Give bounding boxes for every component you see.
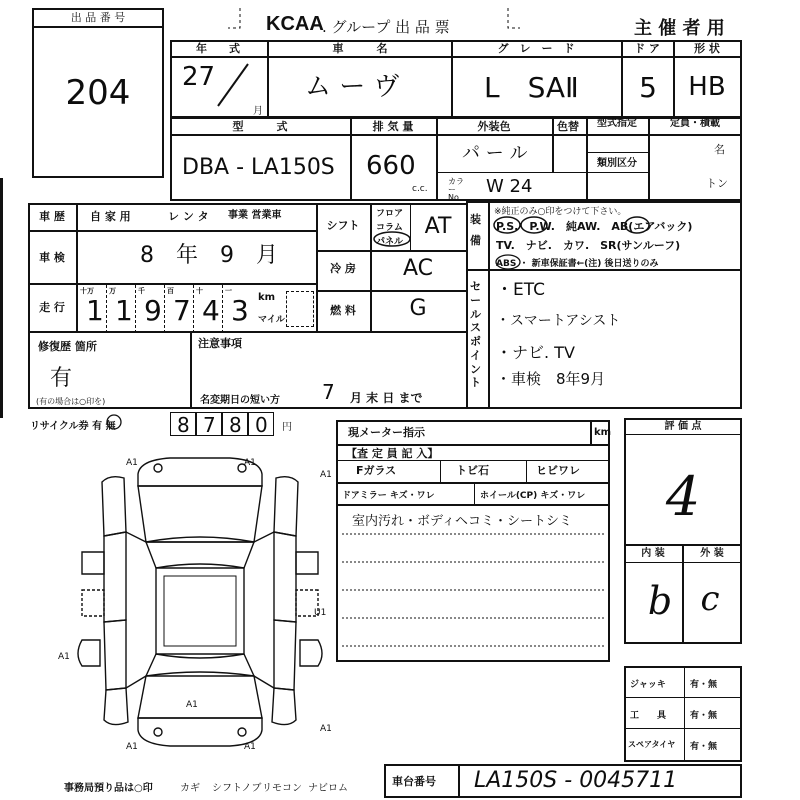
damage-mark-rear-left: A1: [126, 742, 138, 752]
recycle-digit: 0: [255, 413, 268, 437]
footer-item-remote: リモコン: [262, 783, 302, 794]
capacity-header: 定員・積載: [670, 118, 720, 129]
sales-point-1: ・ETC: [496, 280, 545, 300]
mileage-place-label: 千: [138, 287, 145, 295]
meter-unit: km: [594, 427, 612, 438]
exterior-score-value: c: [700, 579, 720, 619]
doors-header: ド ア: [634, 42, 660, 55]
year-slash: [212, 60, 252, 110]
model-value: DBA - LA150S: [182, 155, 335, 180]
header-brand: KCAA: [266, 13, 324, 35]
equipment-note: ※純正のみ○印をつけて下さい。: [494, 207, 627, 217]
mileage-digit: 1: [86, 294, 104, 327]
shift-label: シフト: [326, 219, 360, 232]
appraisal-comment: 室内汚れ・ボディヘコミ・シートシミ: [352, 514, 572, 529]
grade-header: グ レ ー ド: [497, 42, 575, 55]
shift-circle: [372, 230, 412, 248]
repair-label: 修復歴 箇所: [38, 340, 97, 353]
car-name-header: 車 名: [332, 42, 388, 55]
damage-mark-rear-right: A1: [244, 742, 256, 752]
appraisal-chip: トビ石: [456, 464, 489, 477]
tool-spare-label: スペアタイヤ: [628, 740, 676, 749]
appraisal-wheel: ホイール(CP) キズ・ワレ: [480, 491, 586, 501]
tool-spare-value: 有・無: [690, 742, 718, 752]
aircon-label: 冷 房: [330, 262, 356, 275]
overall-score-label: 評 価 点: [664, 421, 702, 432]
mileage-place-label: 十万: [80, 287, 94, 295]
car-name-value: ム ー ヴ: [305, 72, 400, 102]
displacement-value: 660: [366, 151, 416, 181]
inspection-value: 8 年 9 月: [140, 243, 278, 268]
mileage-place-label: 百: [167, 287, 174, 295]
cc-unit: c.c.: [412, 184, 428, 194]
model-header: 型 式: [232, 120, 288, 133]
header-title: . グループ 出 品 票: [322, 18, 450, 36]
body-type-value: HB: [688, 72, 726, 102]
recycle-label: リサイクル券 有 無: [30, 421, 116, 432]
appraisal-crack: ヒビワレ: [536, 464, 580, 477]
mileage-digit: 9: [144, 294, 162, 327]
grade-value: L SAⅡ: [484, 71, 579, 104]
damage-mark-right-top: A1: [320, 470, 332, 480]
year-month-unit: 月: [253, 106, 263, 117]
capacity-persons-unit: 名: [714, 143, 725, 156]
tool-jack-value: 有・無: [690, 680, 718, 690]
mileage-label: 走 行: [39, 301, 65, 314]
mileage-place-label: 十: [196, 287, 203, 295]
appraisal-header: 【査 定 員 記 入】: [346, 447, 439, 460]
corner-marks: [220, 6, 530, 32]
color-no-label: カラー No.: [448, 177, 464, 202]
mileage-place-label: 一: [225, 287, 232, 295]
header-role: 主 催 者 用: [634, 18, 725, 39]
left-edge-mark: [0, 178, 3, 418]
sales-point-2: ・スマートアシスト: [496, 313, 621, 329]
footer-item-shift-knob: シフトノブ: [212, 783, 262, 794]
category-header: 類別区分: [597, 158, 637, 169]
body-type-header: 形 状: [694, 42, 720, 55]
mileage-check-box: [286, 291, 314, 327]
notes-label: 注意事項: [198, 337, 242, 350]
history-label: 車 歴: [39, 210, 65, 223]
mileage-place-label: 万: [109, 287, 116, 295]
fuel-label: 燃 料: [330, 304, 356, 317]
mileage-digit-cell: [136, 285, 165, 333]
damage-mark-front-left: A1: [126, 458, 138, 468]
tool-kit-label: 工 具: [630, 711, 667, 721]
interior-score-label: 内 装: [641, 548, 665, 559]
equipment-marks: [490, 212, 740, 270]
damage-mark-rear-center: A1: [186, 700, 198, 710]
exterior-score-label: 外 装: [700, 548, 724, 559]
capacity-tons-unit: トン: [706, 177, 728, 190]
deadline-value: 7: [322, 380, 335, 404]
interior-score-value: b: [647, 579, 673, 623]
footer-item-key: カギ: [180, 783, 200, 794]
tool-kit-value: 有・無: [690, 711, 718, 721]
repair-value: 有: [50, 366, 73, 391]
damage-mark-front-right: A1: [244, 458, 256, 468]
mileage-digit: 4: [202, 294, 220, 327]
doors-value: 5: [639, 71, 657, 104]
recycle-digit-cell: [196, 412, 222, 436]
damage-mark-left-mid: A1: [58, 652, 70, 662]
equipment-line3: ABS ・ 新車保証書←(注) 後日送りのみ: [496, 259, 659, 269]
type-designation-header: 型式指定: [597, 118, 637, 129]
color-no-value: W 24: [486, 176, 533, 197]
deadline-label: 名変期日の短い方: [200, 395, 280, 406]
damage-mark-right-mid: U1: [314, 608, 327, 618]
mileage-km-unit: km: [258, 292, 276, 303]
recycle-digit: 8: [229, 413, 242, 437]
mileage-digit: 7: [173, 294, 191, 327]
footer-item-navi-rom: ナビロム: [308, 783, 348, 794]
aircon-value: AC: [402, 256, 434, 281]
chassis-value: LA150S - 0045711: [474, 768, 678, 793]
shift-floor: フロア: [376, 209, 404, 219]
recycle-digit-cell: [222, 412, 248, 436]
history-rental: レ ン タ: [168, 210, 209, 223]
appraisal-rule-lines: [338, 506, 608, 660]
mileage-digit-cell: [223, 285, 252, 333]
recycle-digit-cell: [170, 412, 196, 436]
shift-column: コラム: [376, 223, 403, 233]
mileage-digit-cell: [165, 285, 194, 333]
damage-mark-right-rear: A1: [320, 724, 332, 734]
recycle-circle: [105, 413, 123, 431]
deadline-suffix: 月 末 日 まで: [350, 391, 423, 405]
mileage-digit-cell: [78, 285, 107, 333]
office-note: 事務局預り品は○印: [64, 783, 153, 794]
repair-note: (有の場合は○印を): [36, 397, 106, 406]
lot-number-value: 204: [65, 73, 131, 113]
appraisal-windshield: Fガラス: [356, 464, 397, 477]
mileage-mile-unit: マイル: [258, 315, 285, 325]
equipment-line2: TV. ナビ. カワ. SR(サンルーフ): [496, 239, 681, 252]
recycle-digit: 7: [203, 413, 216, 437]
color-value: パ ー ル: [462, 143, 528, 164]
fuel-value: G: [409, 296, 427, 321]
recycle-digit-cell: [248, 412, 274, 436]
mileage-digit-cell: [107, 285, 136, 333]
year-value: 27: [182, 62, 216, 92]
color-change-header: 色替: [557, 120, 579, 133]
overall-score-value: 4: [665, 465, 701, 528]
sales-point-4: ・車検 8年9月: [496, 370, 606, 388]
mileage-digit-cell: [194, 285, 223, 333]
shift-value: AT: [424, 214, 452, 239]
history-private: 自 家 用: [90, 210, 131, 223]
recycle-unit: 円: [282, 422, 292, 433]
lot-number-label: 出 品 番 号: [70, 11, 126, 24]
sales-points-label: セールスポイント: [470, 280, 481, 390]
history-business: 事業 営業車: [228, 210, 282, 221]
equipment-line1: P.S. P.W. 純AW. AB(エアバック): [496, 220, 693, 233]
recycle-digit: 8: [177, 413, 190, 437]
tool-jack-label: ジャッキ: [630, 680, 666, 690]
mileage-digit: 1: [115, 294, 133, 327]
sales-point-3: ・ナビ. TV: [496, 343, 575, 362]
displacement-header: 排 気 量: [372, 120, 414, 133]
shift-panel: パネル: [376, 237, 404, 247]
mileage-digit: 3: [231, 294, 249, 327]
chassis-label: 車台番号: [392, 775, 436, 788]
vehicle-damage-diagram: [60, 440, 340, 760]
meter-label: 現メーター指示: [348, 426, 425, 439]
equipment-label: 装 備: [470, 213, 481, 247]
appraisal-door-mirror: ドアミラー キズ・ワレ: [342, 491, 435, 501]
year-header: 年 式: [196, 42, 240, 55]
inspection-label: 車 検: [39, 251, 65, 264]
exterior-color-header: 外装色: [477, 120, 511, 133]
